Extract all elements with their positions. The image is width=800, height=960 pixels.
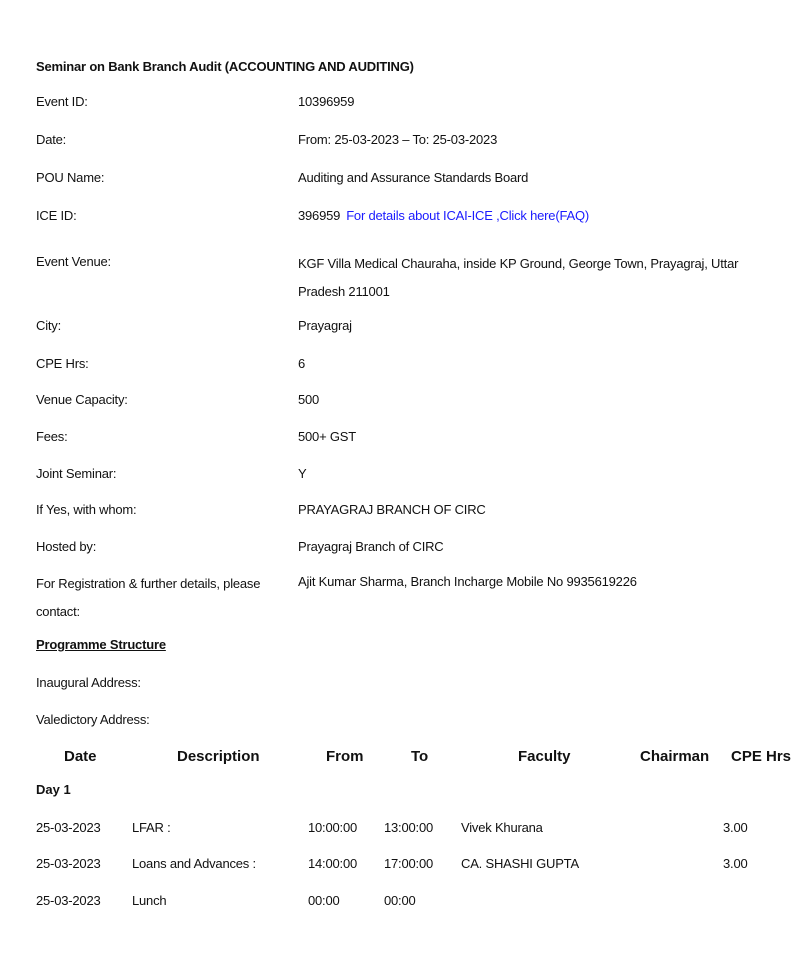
row-from: 00:00 [308,893,340,908]
row-to: 13:00:00 [384,820,434,835]
detail-value: KGF Villa Medical Chauraha, inside KP Ground, George Town, Prayagraj, Uttar Pradesh 211001 [298,256,739,299]
detail-value: Auditing and Assurance Standards Board [298,170,529,185]
detail-value: Y [298,466,307,481]
col-header-cpe-hrs: CPE Hrs [731,748,792,765]
detail-label: Event ID: [36,94,88,109]
detail-label: If Yes, with whom: [36,502,137,517]
detail-value: 500 [298,392,320,407]
detail-label: CPE Hrs: [36,356,89,371]
col-header-from: From [326,748,364,765]
detail-label: Fees: [36,429,68,444]
col-header-to: To [411,748,429,765]
col-header-description: Description [177,748,260,765]
detail-value: PRAYAGRAJ BRANCH OF CIRC [298,502,486,517]
row-date: 25-03-2023 [36,893,101,908]
detail-value: Prayagraj [298,318,352,333]
row-from: 14:00:00 [308,856,358,871]
row-from: 10:00:00 [308,820,358,835]
detail-value: Ajit Kumar Sharma, Branch Incharge Mobile No 9935619226 [298,574,637,589]
row-date: 25-03-2023 [36,856,101,871]
day-label: Day 1 [36,782,71,797]
detail-label: For Registration & further details, please contact: [36,576,261,619]
detail-label: Event Venue: [36,254,111,269]
row-faculty: Vivek Khurana [461,820,543,835]
detail-value: From: 25-03-2023 – To: 25-03-2023 [298,132,498,147]
row-cpe-hrs: 3.00 [723,820,748,835]
detail-label: ICE ID: [36,208,77,223]
row-description: Lunch [132,893,167,908]
row-cpe-hrs: 3.00 [723,856,748,871]
detail-label: Joint Seminar: [36,466,117,481]
row-date: 25-03-2023 [36,820,101,835]
inaugural-address-label: Inaugural Address: [36,675,141,690]
row-to: 17:00:00 [384,856,434,871]
row-to: 00:00 [384,893,416,908]
row-description: Loans and Advances : [132,856,256,871]
detail-event-venue [36,250,786,306]
col-header-date: Date [64,748,97,765]
detail-value-wrap [298,204,786,228]
detail-value: 6 [298,356,306,371]
ice-id-value: 396959 [298,208,341,223]
valedictory-address-label: Valedictory Address: [36,712,150,727]
programme-structure-heading: Programme Structure [36,637,166,652]
row-faculty: CA. SHASHI GUPTA [461,856,579,871]
detail-label: Hosted by: [36,539,97,554]
detail-label: City: [36,318,62,333]
detail-value: Prayagraj Branch of CIRC [298,539,444,554]
detail-registration-contact [36,570,786,626]
seminar-title: Seminar on Bank Branch Audit (ACCOUNTING AND AUDITING) [36,59,414,74]
row-description: LFAR : [132,820,171,835]
detail-label: Date: [36,132,67,147]
col-header-faculty: Faculty [518,748,571,765]
detail-label: Venue Capacity: [36,392,128,407]
detail-value: 500+ GST [298,429,357,444]
col-header-chairman: Chairman [640,748,710,765]
detail-label: POU Name: [36,170,105,185]
ice-faq-link[interactable]: For details about ICAI-ICE ,Click here(FAQ) [346,208,589,223]
detail-value: 10396959 [298,94,355,109]
